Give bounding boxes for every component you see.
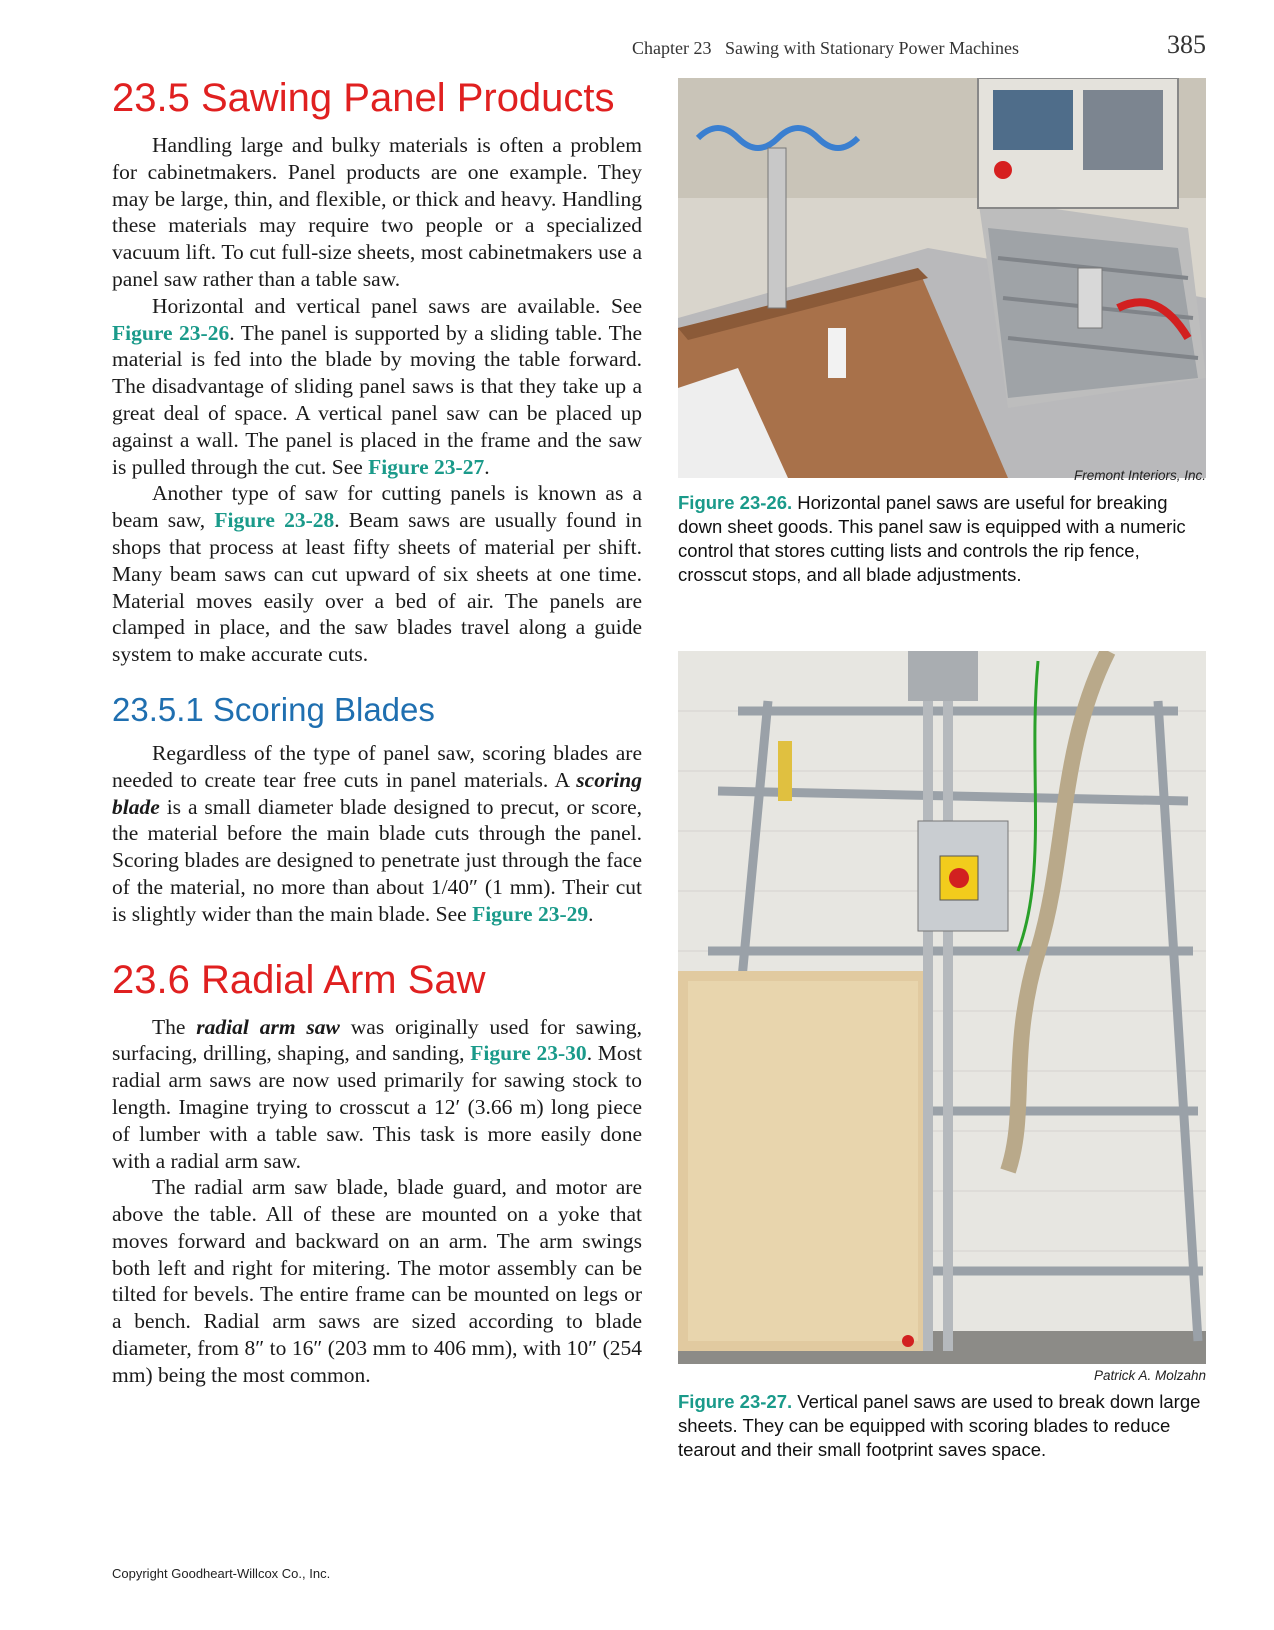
subsection-heading-scoring-blades: 23.5.1 Scoring Blades	[112, 690, 435, 728]
figure-23-27-caption: Figure 23-27. Vertical panel saws are used to break down large sheets. They can be equipped with scoring blades to reduce tearout and their small footprint saves space.	[678, 1391, 1201, 1460]
paragraph: Handling large and bulky materials is often a problem for cabinetmakers. Panel products are one example. They may be large, thin, and flexible, or thick and heavy. Handling these materials may require two people or a specialized vacuum lift. To cut full-size sheets, most cabinetmakers use a panel saw rather than a table saw.	[112, 133, 642, 291]
figure-link[interactable]: Figure 23-27	[368, 454, 485, 479]
section-heading-radial-arm-saw: 23.6 Radial Arm Saw	[112, 957, 486, 1002]
figure-23-26-caption: Figure 23-26. Horizontal panel saws are useful for breaking down sheet goods. This panel saw is equipped with a numeric control that stores cutting lists and controls the rip fence, crosscut stops, and all blade adjustments.	[678, 492, 1186, 585]
running-head	[600, 30, 1206, 66]
text-column	[112, 74, 642, 1389]
figure-number: Figure 23-27.	[678, 1391, 793, 1412]
key-term: radial arm saw	[196, 1014, 340, 1039]
key-term: scoring blade	[112, 767, 642, 819]
figure-link[interactable]: Figure 23-29	[472, 901, 589, 926]
paragraph: Horizontal and vertical panel saws are available. See Figure 23-26. The panel is supported by a sliding table. The material is fed into the blade by moving the table forward. The disadvantage of sliding panel saws is that they take up a great deal of space. A vertical panel saw can be placed up against a wall. The panel is placed in the frame and the saw is pulled through the cut. See Figure 23-27.	[112, 293, 642, 479]
figure-23-27-credit: Patrick A. Molzahn	[1093, 1368, 1206, 1383]
figure-link[interactable]: Figure 23-26	[112, 320, 230, 345]
copyright-footer: Copyright Goodheart-Willcox Co., Inc.	[112, 1566, 331, 1581]
figure-link[interactable]: Figure 23-28	[214, 508, 335, 533]
figure-23-27-photo	[678, 651, 1206, 1364]
figure-link[interactable]: Figure 23-30	[470, 1041, 587, 1066]
paragraph: Another type of saw for cutting panels is known as a beam saw, Figure 23-28. Beam saws are usually found in shops that process at least fifty sheets of material per shift. Many beam saws can cut upward of six sheets at one time. Material moves easily over a bed of air. The panels are clamped in place, and the saw blades travel along a guide system to make accurate cuts.	[112, 481, 642, 667]
horizontal-panel-saw-illustration	[678, 78, 1206, 478]
figure-23-26-credit: Fremont Interiors, Inc.	[1073, 468, 1206, 483]
section-heading-sawing-panel-products: 23.5 Sawing Panel Products	[112, 76, 615, 120]
figure-23-26-photo	[678, 78, 1206, 478]
page-number: 385	[1167, 30, 1206, 59]
vertical-panel-saw-illustration	[678, 651, 1206, 1364]
paragraph: The radial arm saw blade, blade guard, and motor are above the table. All of these are mounted on a yoke that moves forward and backward on an arm. The arm swings both left and right for mitering. The motor assembly can be tilted for bevels. The entire frame can be mounted on legs or a bench. Radial arm saws are sized according to blade diameter, from 8″ to 16″ (203 mm to 406 mm), with 10″ (254 mm) being the most common.	[112, 1175, 642, 1387]
paragraph: Regardless of the type of panel saw, scoring blades are needed to create tear free cuts in panel materials. A scoring blade is a small diameter blade designed to precut, or score, the material before the main blade cuts through the panel. Scoring blades are designed to penetrate just through the face of the material, no more than about 1/40″ (1 mm). Their cut is slightly wider than the main blade. See Figure 23-29.	[112, 740, 642, 926]
chapter-label: Chapter 23 Sawing with Stationary Power Machines	[632, 38, 1019, 58]
paragraph: The radial arm saw was originally used for sawing, surfacing, drilling, shaping, and sanding, Figure 23-30. Most radial arm saws are now used primarily for sawing stock to length. Imagine trying to crosscut a 12′ (3.66 m) long piece of lumber with a table saw. This task is more easily done with a radial arm saw.	[112, 1014, 643, 1173]
figure-number: Figure 23-26.	[678, 492, 793, 513]
